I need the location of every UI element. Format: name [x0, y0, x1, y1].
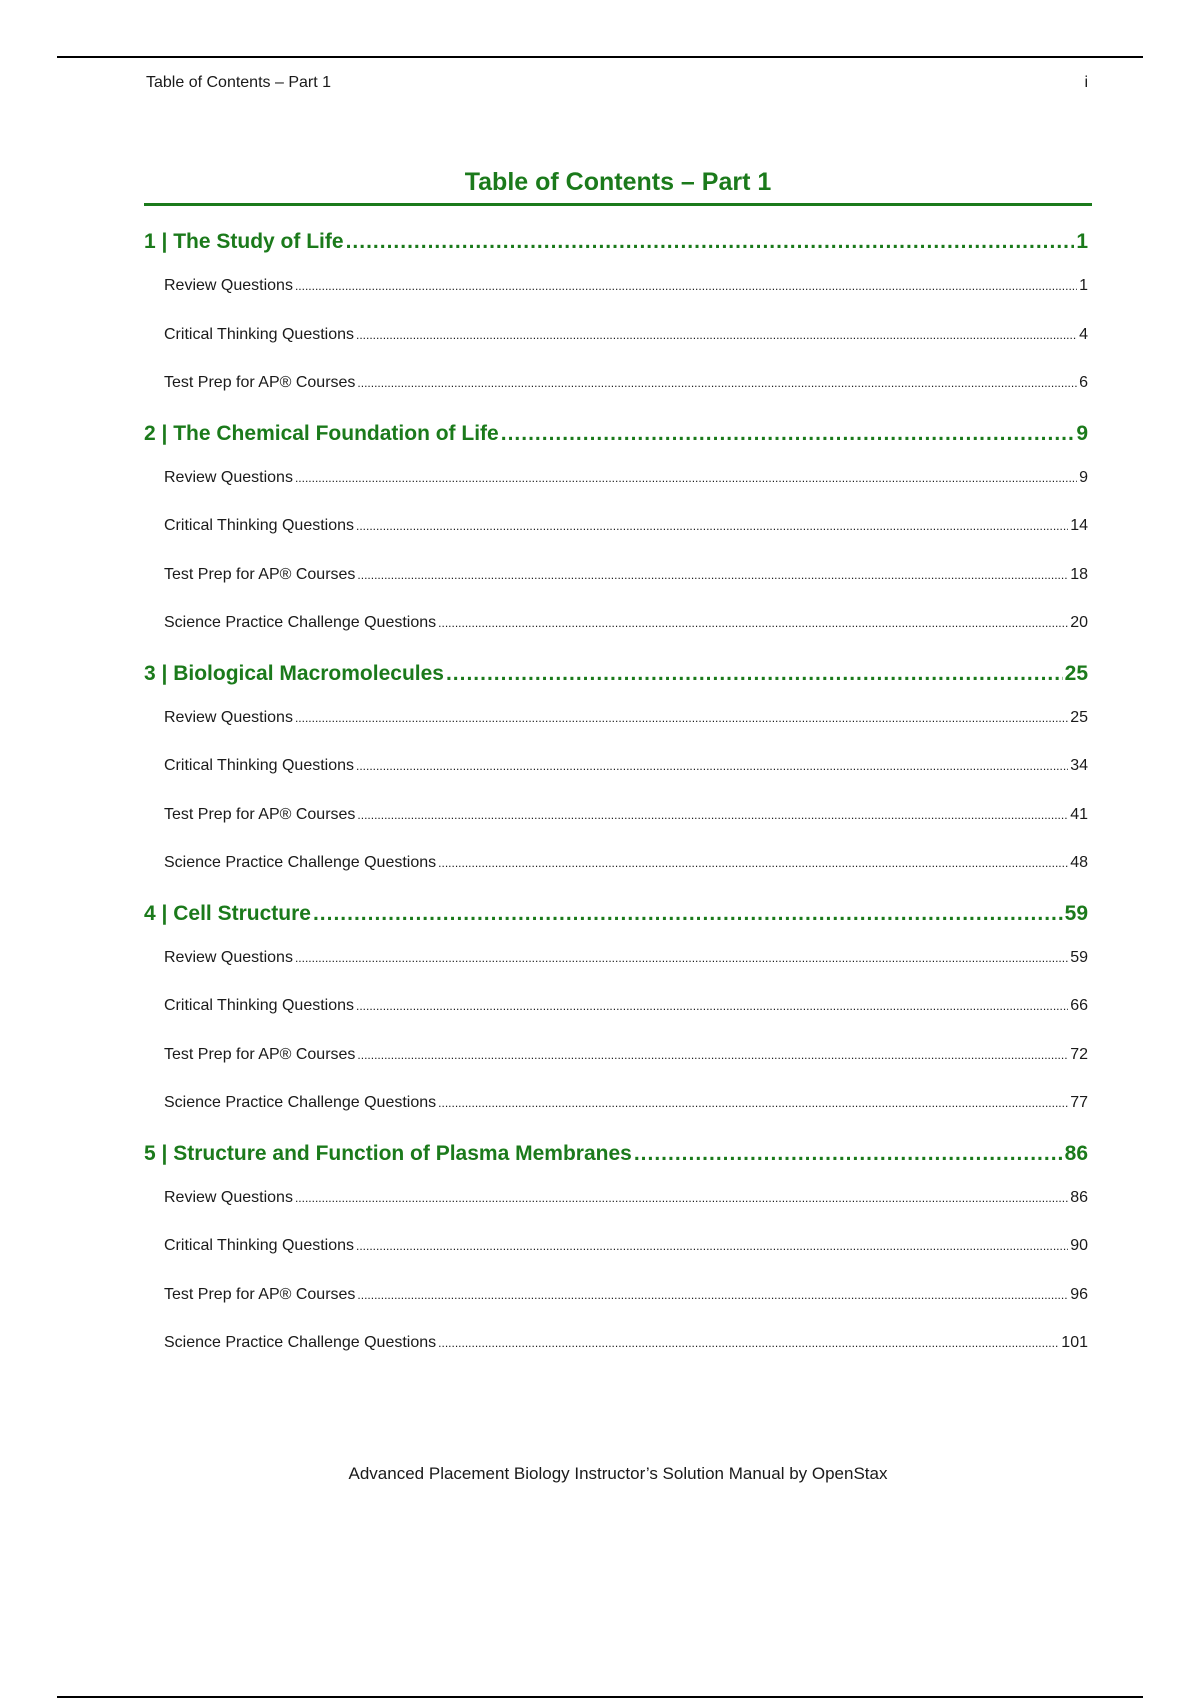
section-page: 77 [1070, 1094, 1088, 1111]
dot-leader [295, 1174, 1068, 1223]
section-page: 4 [1079, 325, 1088, 343]
dot-leader [357, 1271, 1068, 1320]
section-title: Test Prep for AP® Courses [164, 565, 356, 583]
section-title: Science Practice Challenge Questions [164, 854, 437, 871]
section-page: 48 [1070, 854, 1088, 871]
section-title: Test Prep for AP® Courses [164, 1045, 356, 1063]
toc-section-entry[interactable] [144, 982, 1088, 1031]
chapter-page: 9 [1076, 421, 1088, 445]
toc-section-entry[interactable] [144, 1271, 1088, 1320]
section-page: 101 [1061, 1334, 1088, 1351]
dot-leader [356, 982, 1068, 1031]
toc-section-entry[interactable] [144, 599, 1088, 648]
chapter-title: 2 | The Chemical Foundation of Life [144, 421, 499, 445]
section-page: 20 [1070, 614, 1088, 631]
chapter-page: 86 [1064, 1141, 1088, 1165]
section-page: 1 [1079, 277, 1088, 294]
section-page: 6 [1079, 374, 1088, 391]
running-header [146, 74, 1088, 92]
toc-section-entry[interactable] [144, 1222, 1088, 1271]
dot-leader [356, 742, 1068, 791]
bottom-rule [57, 1696, 1143, 1698]
dot-leader [357, 1031, 1068, 1080]
top-rule [57, 56, 1143, 58]
dot-leader [438, 839, 1068, 888]
section-title: Critical Thinking Questions [164, 997, 355, 1014]
toc-chapter-entry[interactable] [144, 654, 1088, 694]
dot-leader [295, 454, 1077, 503]
dot-leader [295, 262, 1077, 311]
toc-chapter-1 [144, 222, 1088, 408]
section-page: 59 [1070, 948, 1088, 966]
page-title: Table of Contents – Part 1 [464, 168, 772, 196]
toc-section-entry[interactable] [144, 1319, 1088, 1368]
dot-leader [356, 311, 1077, 360]
toc-section-entry[interactable] [144, 502, 1088, 551]
dot-leader [446, 654, 1063, 694]
section-page: 72 [1070, 1045, 1088, 1063]
section-page: 90 [1070, 1237, 1088, 1254]
running-header-title: Table of Contents – Part 1 [146, 74, 331, 91]
toc-chapter-entry[interactable] [144, 414, 1088, 454]
section-title: Test Prep for AP® Courses [164, 1285, 356, 1303]
toc-section-entry[interactable] [144, 454, 1088, 503]
section-title: Critical Thinking Questions [164, 517, 355, 534]
chapter-page: 1 [1076, 230, 1088, 253]
toc-section-entry[interactable] [144, 694, 1088, 743]
toc-chapter-4 [144, 894, 1088, 1128]
dot-leader [634, 1134, 1063, 1174]
section-title: Review Questions [164, 1188, 293, 1206]
toc-chapter-entry[interactable] [144, 222, 1088, 262]
toc-chapter-3 [144, 654, 1088, 888]
section-page: 18 [1070, 565, 1088, 583]
section-title: Review Questions [164, 277, 293, 294]
section-title: Science Practice Challenge Questions [164, 1094, 437, 1111]
dot-leader [295, 694, 1068, 743]
toc-section-entry[interactable] [144, 359, 1088, 408]
toc-chapter-entry[interactable] [144, 1134, 1088, 1174]
toc-chapter-2 [144, 414, 1088, 648]
section-page: 96 [1070, 1285, 1088, 1303]
chapter-title: 5 | Structure and Function of Plasma Membranes [144, 1141, 632, 1165]
section-title: Critical Thinking Questions [164, 757, 355, 774]
section-page: 66 [1070, 997, 1088, 1014]
chapter-title: 4 | Cell Structure [144, 901, 311, 925]
section-page: 41 [1070, 805, 1088, 823]
section-title: Critical Thinking Questions [164, 1237, 355, 1254]
dot-leader [438, 1319, 1059, 1368]
title-underline [144, 203, 1092, 206]
dot-leader [313, 894, 1063, 934]
toc-chapter-5 [144, 1134, 1088, 1368]
dot-leader [357, 359, 1077, 408]
chapter-title: 3 | Biological Macromolecules [144, 661, 444, 685]
toc-section-entry[interactable] [144, 742, 1088, 791]
section-title: Critical Thinking Questions [164, 325, 355, 343]
footer-attribution: Advanced Placement Biology Instructor’s Solution Manual by OpenStax [348, 1464, 888, 1483]
section-page: 86 [1070, 1188, 1088, 1206]
toc-section-entry[interactable] [144, 1031, 1088, 1080]
section-page: 14 [1070, 517, 1088, 534]
dot-leader [357, 551, 1068, 600]
dot-leader [356, 1222, 1068, 1271]
dot-leader [356, 502, 1068, 551]
toc-section-entry[interactable] [144, 551, 1088, 600]
dot-leader [346, 222, 1075, 262]
section-title: Science Practice Challenge Questions [164, 614, 437, 631]
dot-leader [357, 791, 1068, 840]
toc-section-entry[interactable] [144, 791, 1088, 840]
dot-leader [501, 414, 1075, 454]
toc-section-entry[interactable] [144, 839, 1088, 888]
dot-leader [438, 599, 1068, 648]
section-title: Test Prep for AP® Courses [164, 374, 356, 391]
toc-section-entry[interactable] [144, 311, 1088, 360]
table-of-contents [144, 222, 1088, 1368]
dot-leader [438, 1079, 1068, 1128]
toc-section-entry[interactable] [144, 934, 1088, 983]
chapter-title: 1 | The Study of Life [144, 230, 344, 253]
section-title: Review Questions [164, 948, 293, 966]
section-page: 25 [1070, 708, 1088, 726]
chapter-page: 59 [1064, 901, 1088, 925]
section-title: Science Practice Challenge Questions [164, 1334, 437, 1351]
section-page: 34 [1070, 757, 1088, 774]
page-number: i [1084, 74, 1088, 91]
section-title: Review Questions [164, 708, 293, 726]
toc-section-entry[interactable] [144, 262, 1088, 311]
chapter-page: 25 [1064, 661, 1088, 685]
dot-leader [295, 934, 1068, 983]
toc-chapter-entry[interactable] [144, 894, 1088, 934]
toc-section-entry[interactable] [144, 1174, 1088, 1223]
section-title: Review Questions [164, 468, 293, 486]
section-title: Test Prep for AP® Courses [164, 805, 356, 823]
section-page: 9 [1079, 468, 1088, 486]
toc-section-entry[interactable] [144, 1079, 1088, 1128]
